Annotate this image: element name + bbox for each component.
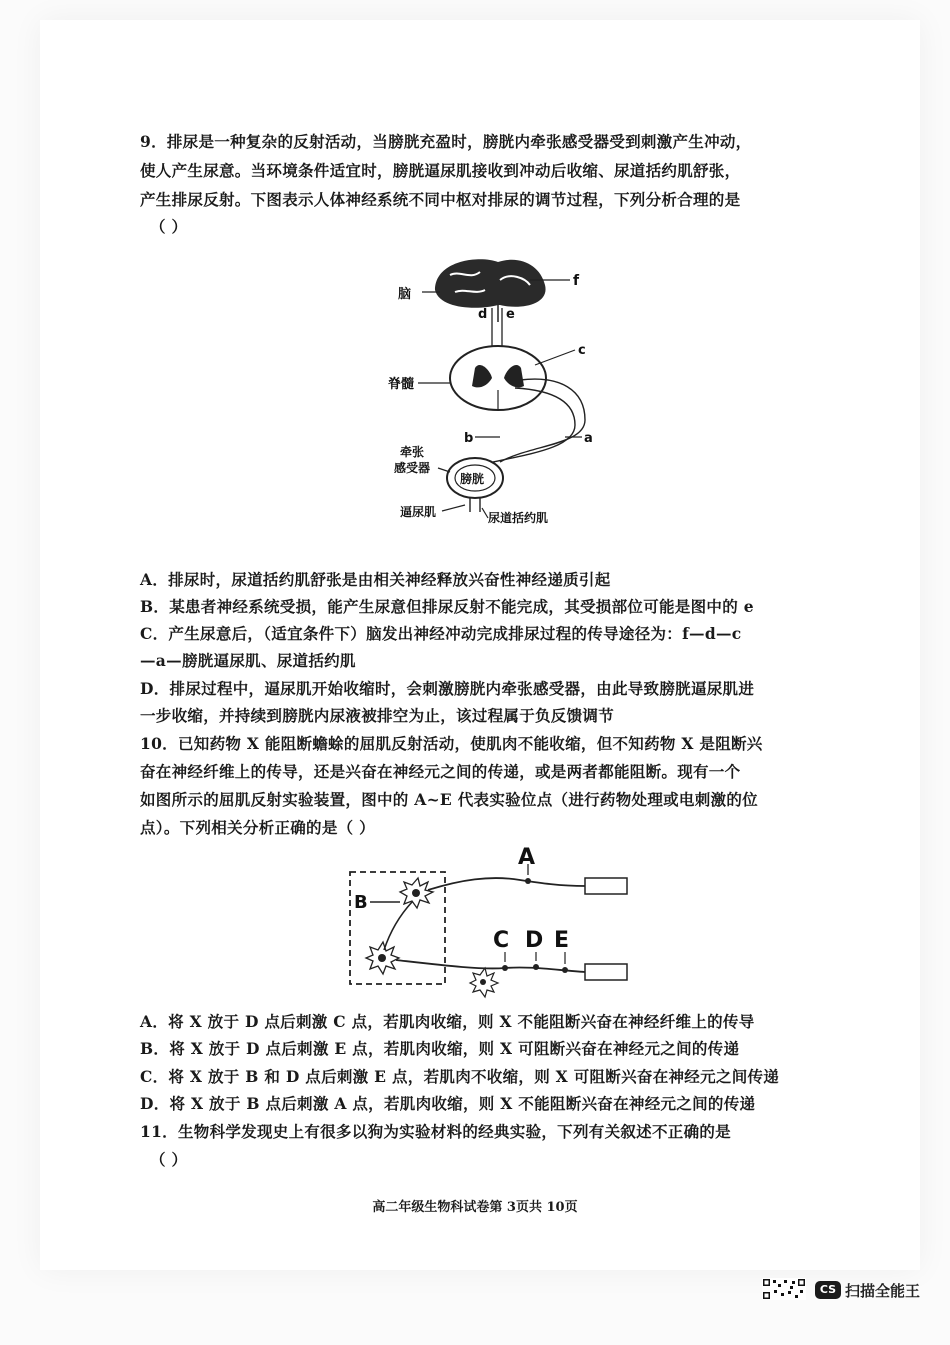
q9-option-d-line-2: 一步收缩，并持续到膀胱内尿液被排空为止，该过程属于负反馈调节 [140,706,615,725]
q9-figure-urination-diagram [380,250,610,530]
label-f: f [573,273,580,289]
q10-option-d: D．将 X 放于 B 点后刺激 A 点，若肌肉收缩，则 X 不能阻断兴奋在神经元之间的传递 [140,1094,756,1113]
label-B: B [354,892,368,913]
label-D: D [525,928,544,953]
q10-figure-reflex-apparatus [340,840,640,1000]
q9-option-b: B．某患者神经系统受损，能产生尿意但排尿反射不能完成，其受损部位可能是图中的 e [140,597,754,616]
label-stretch-2: 感受器 [394,461,431,475]
q9-stem-line-3: 产生排尿反射。下图表示人体神经系统不同中枢对排尿的调节过程，下列分析合理的是 [140,190,741,209]
scanner-watermark-text: 扫描全能王 [845,1282,921,1300]
q10-stem-line-1: 10．已知药物 X 能阻断蟾蜍的屈肌反射活动，使肌肉不能收缩，但不知药物 X 是阻断兴 [140,734,763,753]
q9-option-a: A．排尿时，尿道括约肌舒张是由相关神经释放兴奋性神经递质引起 [140,570,611,589]
upper-effector [585,878,627,894]
q9-stem-line-1: 9．排尿是一种复杂的反射活动，当膀胱充盈时，膀胱内牵张感受器受到刺激产生冲动， [140,132,752,151]
q10-stem-line-4: 点）。下列相关分析正确的是（ ） [140,818,375,837]
label-a: a [584,431,593,446]
label-detrusor: 逼尿肌 [400,505,437,519]
label-sphincter: 尿道括约肌 [488,511,549,525]
qr-code-icon [762,1278,806,1300]
lower-nerve-fiber [396,960,585,972]
page-footer: 高二年级生物科试卷第 3页共 10页 [372,1200,578,1215]
label-d: d [478,307,488,322]
q10-option-c: C．将 X 放于 B 和 D 点后刺激 E 点，若肌肉不收缩，则 X 可阻断兴奋在神经元之间传递 [140,1067,780,1086]
label-spinal-cord: 脊髓 [388,377,415,392]
upper-nerve-fiber [428,878,585,890]
label-C: C [493,928,510,953]
label-b: b [464,431,474,446]
label-c: c [578,343,586,358]
q10-stem-line-3: 如图所示的屈肌反射实验装置，图中的 A~E 代表实验位点（进行药物处理或电刺激的位 [140,790,758,809]
q9-answer-blank: （ ） [150,217,188,236]
q9-option-c-line-2: —a—膀胱逼尿肌、尿道括约肌 [140,651,356,670]
label-stretch-1: 牵张 [400,445,425,459]
label-E: E [554,928,570,953]
q10-option-b: B．将 X 放于 D 点后刺激 E 点，若肌肉收缩，则 X 可阻断兴奋在神经元之间的传递 [140,1039,740,1058]
label-e: e [506,307,515,322]
q10-option-a: A．将 X 放于 D 点后刺激 C 点，若肌肉收缩，则 X 不能阻断兴奋在神经纤维上的传导 [140,1012,755,1031]
q11-stem-line-1: 11．生物科学发现史上有很多以狗为实验材料的经典实验，下列有关叙述不正确的是 [140,1122,731,1141]
q9-stem-line-2: 使人产生尿意。当环境条件适宜时，膀胱逼尿肌接收到冲动后收缩、尿道括约肌舒张， [140,161,741,180]
label-brain: 脑 [398,287,412,302]
q9-option-d-line-1: D．排尿过程中，逼尿肌开始收缩时，会刺激膀胱内牵张感受器，由此导致膀胱逼尿肌进 [140,679,755,698]
cs-logo-icon: CS [815,1281,841,1299]
q11-answer-blank: （ ） [150,1150,188,1169]
label-bladder: 膀胱 [460,472,485,486]
lower-effector [585,964,627,980]
label-A: A [518,845,536,870]
q10-stem-line-2: 奋在神经纤维上的传导，还是兴奋在神经元之间的传递，或是两者都能阻断。现有一个 [140,762,741,781]
q9-option-c-line-1: C．产生尿意后，（适宜条件下）脑发出神经冲动完成排尿过程的传导途径为：f—d—c [140,624,742,643]
